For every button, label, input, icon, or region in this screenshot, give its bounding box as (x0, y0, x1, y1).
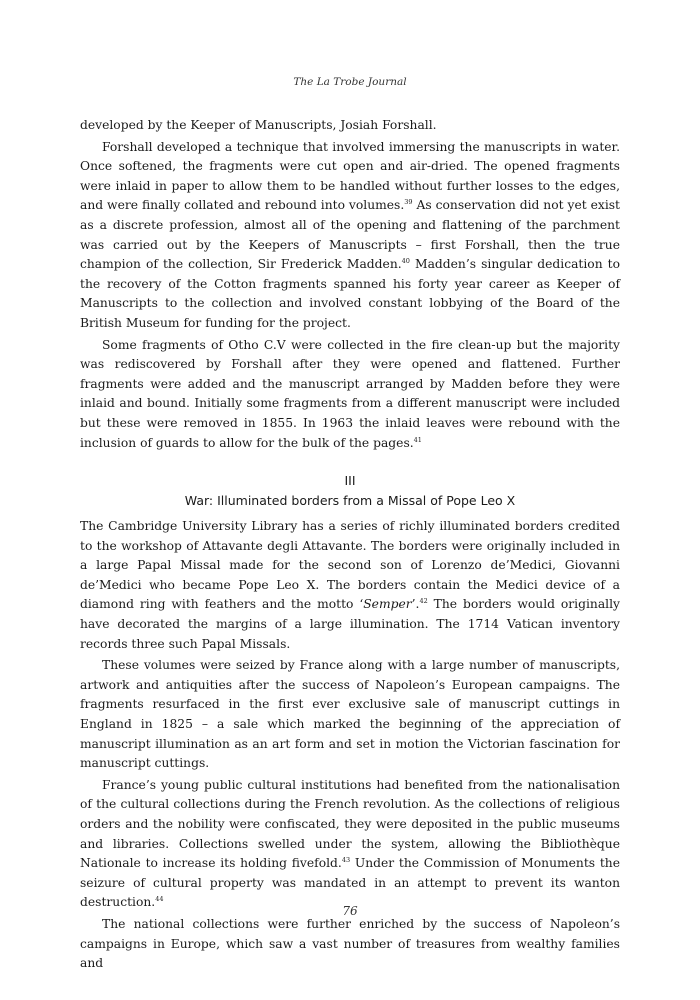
footnote-ref: 39 (404, 198, 413, 207)
italic-text: Semper (363, 597, 412, 612)
text-run: Madden’s singular dedication to the recovery of the Cotton fragments spanned his forty year career as Keeper of Manuscripts to the collection and involved constant lobbying of the Board of the British Museum for funding for the project. (80, 257, 620, 330)
text-run: Under the Commission of Monuments the seizure of cultural property was mandated in an attempt to prevent its wanton destruction. (80, 856, 620, 910)
footnote-ref: 42 (419, 597, 428, 606)
section-number: III (344, 473, 356, 489)
paragraph (80, 656, 620, 774)
footnote-ref: 43 (341, 856, 351, 865)
footnote-ref: 41 (413, 435, 422, 444)
article-body (80, 116, 620, 974)
text-run: The national collections were further enriched by the success of Napoleon’s campaigns in Europe, which saw a vast number of treasures from wealthy families and (80, 916, 620, 971)
page-number: 76 (342, 904, 358, 918)
paragraph (80, 336, 620, 454)
paragraph (80, 138, 620, 334)
section-title: War: Illuminated borders from a Missal of Pope Leo X (184, 493, 516, 509)
footnote-ref: 40 (401, 257, 410, 266)
text-run: As conservation did not yet exist as a discrete profession, almost all of the opening and flattening of the parchment was carried out by the Keepers of Manuscripts – first Forshall, then the true champion of the collection, Sir Frederick Madden. (80, 198, 620, 272)
text-run: The borders would originally have decorated the margins of a large illumination. The 1714 Vatican inventory records three such Papal Missals. (80, 597, 620, 651)
text-run: ’. (411, 597, 420, 612)
section-heading (80, 471, 620, 511)
text-run: Some fragments of Otho C.V were collected in the fire clean-up but the majority was rediscovered by Forshall after they were opened and flattened. Further fragments were added and the manuscript arranged by Madden before they were inlaid and bound. Initially some fragments from a different manuscript were included but these were removed in 1855. In 1963 the inlaid leaves were rebound with the inclusion of guards to allow for the bulk of the pages. (80, 337, 620, 450)
paragraphs-before-section (80, 116, 620, 453)
paragraph (80, 915, 620, 974)
paragraph (80, 776, 620, 913)
paragraph (80, 116, 620, 136)
footnote-ref: 44 (155, 895, 164, 904)
text-run: developed by the Keeper of Manuscripts, Josiah Forshall. (80, 118, 437, 132)
text-run: Forshall developed a technique that involved immersing the manuscripts in water. Once softened, the fragments were cut open and air-dried. The opened fragments were inlaid in paper to allow them to be handled without further losses to the edges, and were finally collated and rebound into volumes. (80, 139, 620, 213)
text-run: These volumes were seized by France along with a large number of manuscripts, artwork and antiquities after the success of Napoleon’s European campaigns. The fragments resurfaced in the first ever exclusive sale of manuscript cuttings in England in 1825 – a sale which marked the beginning of the appreciation of manuscript illumination as an art form and set in motion the Victorian fascination for manuscript cuttings. (80, 658, 620, 771)
text-run: The Cambridge University Library has a series of richly illuminated borders credited to the workshop of Attavante degli Attavante. The borders were originally included in a large Papal Missal made for the second son of Lorenzo de’Medici, Giovanni de’Medici who became Pope Leo X. The borders contain the Medici device of a diamond ring with feathers and the motto ‘ (80, 519, 620, 612)
paragraph (80, 517, 620, 654)
running-head: The La Trobe Journal (293, 76, 407, 88)
text-run: France’s young public cultural institutions had benefited from the nationalisation of the cultural collections during the French revolution. As the collections of religious orders and the nobility were confiscated, they were deposited in the public museums and libraries. Collections swelled under the system, allowing the Bibliothèque Nationale to increase its holding fivefold. (80, 777, 620, 871)
